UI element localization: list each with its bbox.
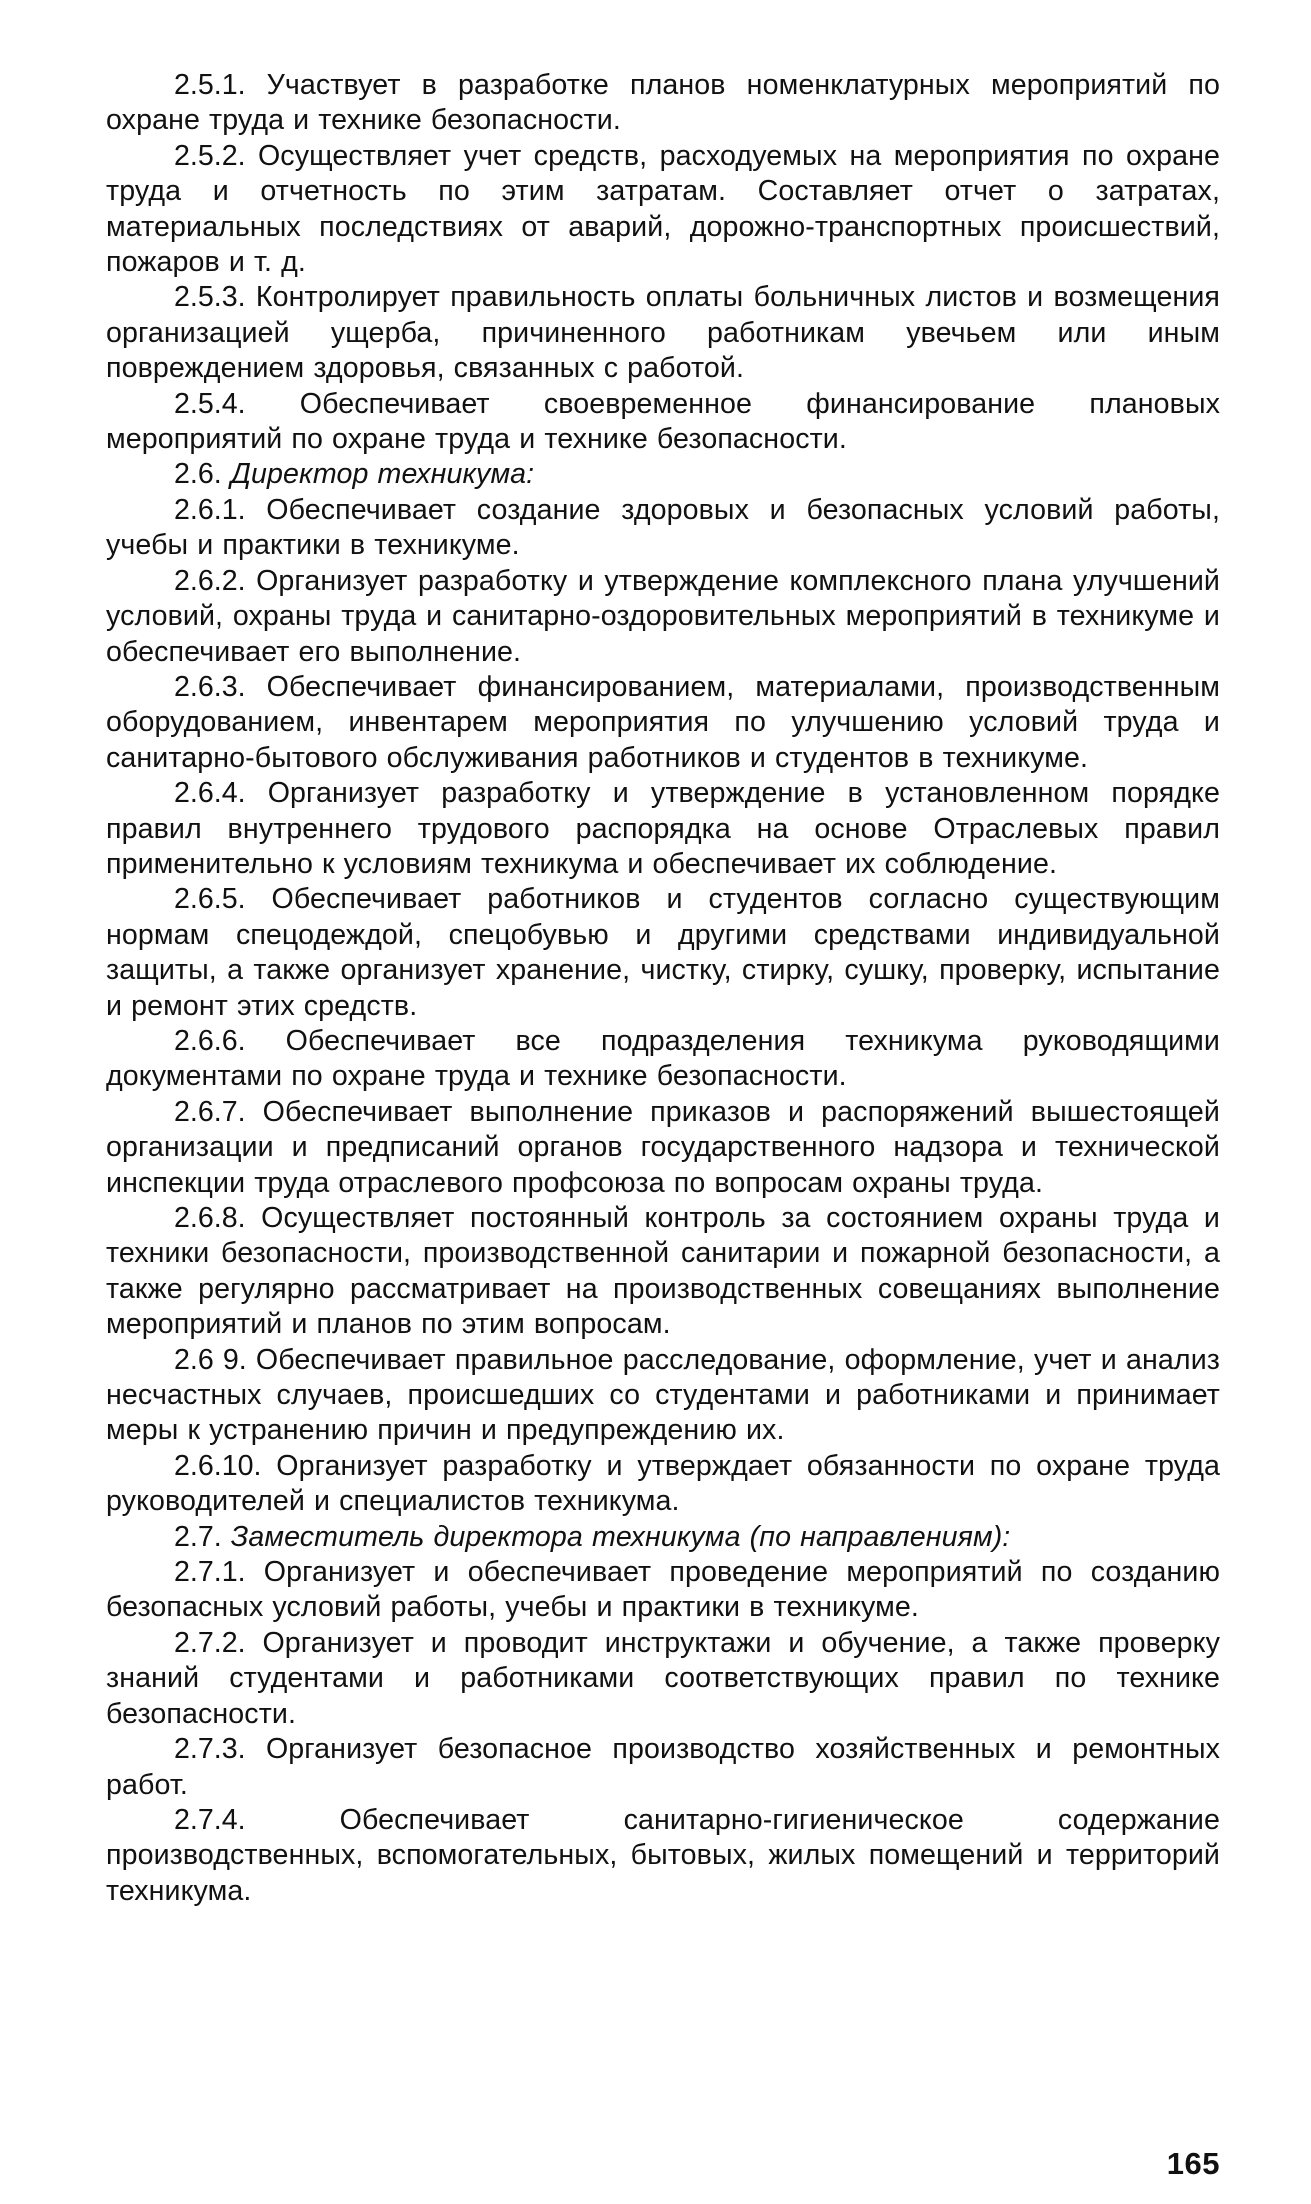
- clause-text: Обеспечивает финансированием, материалами, производственным оборудованием, инвентарем мероприятия по улучшению условий труда и санитарно-бытового обслуживания работников и студентов в техникуме.: [106, 670, 1220, 774]
- clause-text: Осуществляет учет средств, расходуемых на мероприятия по охране труда и отчетность по этим затратам. Составляет отчет о затратах, материальных последствиях от аварий, дорожно-транспортных происшествий, пожаров и т. д.: [106, 139, 1221, 279]
- clause-text: Обеспечивает все подразделения техникума руководящими документами по охране труда и технике безопасности.: [106, 1024, 1220, 1093]
- paragraph: [106, 1343, 1220, 1449]
- clause-number: 2.6.4.: [174, 777, 246, 810]
- paragraph: [106, 564, 1220, 670]
- clause-number: 2.5.2.: [174, 139, 246, 172]
- clause-text: Обеспечивает работников и студентов согласно существующим нормам спецодеждой, спецобувью и другими средствами индивидуальной защиты, а также организует хранение, чистку, стирку, сушку, проверку, испытание и ремонт этих средств.: [106, 883, 1221, 1022]
- clause-text: Обеспечивает правильное расследование, оформление, учет и анализ несчастных случаев, происшедших со студентами и работниками и принимает меры к устранению причин и предупреждению их.: [106, 1343, 1221, 1447]
- section-number: 2.7.: [174, 1520, 222, 1553]
- paragraph: [106, 68, 1220, 139]
- paragraph: [106, 139, 1220, 281]
- page-number: 165: [1166, 2146, 1220, 2181]
- paragraph: [106, 1803, 1220, 1909]
- clause-number: 2.5.4.: [174, 387, 246, 420]
- paragraph: [106, 1095, 1220, 1201]
- clause-text: Контролирует правильность оплаты больничных листов и возмещения организацией ущерба, причиненного работникам увечьем или иным повреждением здоровья, связанных с работой.: [106, 281, 1220, 385]
- paragraph-list: [106, 68, 1220, 1909]
- paragraph: [106, 493, 1220, 564]
- clause-number: 2.7.2.: [174, 1626, 246, 1659]
- clause-number: 2.6.5.: [174, 883, 246, 916]
- paragraph: [106, 1555, 1220, 1626]
- section-number: 2.6.: [174, 458, 222, 491]
- clause-text: Организует разработку и утверждает обязанности по охране труда руководителей и специалистов техникума.: [106, 1449, 1221, 1518]
- clause-number: 2.6.8.: [174, 1202, 246, 1234]
- section-heading: [106, 457, 1220, 492]
- clause-text: Организует безопасное производство хозяйственных и ремонтных работ.: [106, 1733, 1221, 1801]
- paragraph: [106, 1626, 1220, 1732]
- clause-number: 2.7.3.: [174, 1733, 246, 1766]
- clause-number: 2.5.3.: [174, 281, 246, 314]
- clause-text: Обеспечивает создание здоровых и безопасных условий работы, учебы и практики в техникуме.: [106, 493, 1220, 562]
- clause-text: Обеспечивает своевременное финансирование плановых мероприятий по охране труда и технике безопасности.: [106, 387, 1220, 456]
- paragraph: [106, 1024, 1220, 1095]
- clause-text: Обеспечивает выполнение приказов и распоряжений вышестоящей организации и предписаний органов государственного надзора и технической инспекции труда отраслевого профсоюза по вопросам охраны труда.: [106, 1095, 1220, 1199]
- clause-text: Организует и проводит инструктажи и обучение, а также проверку знаний студентами и работниками соответствующих правил по технике безопасности.: [106, 1626, 1220, 1730]
- paragraph: [106, 1201, 1220, 1343]
- section-heading: [106, 1520, 1220, 1555]
- document-page: [106, 68, 1220, 2148]
- paragraph: [106, 1732, 1220, 1803]
- clause-number: 2.6 9.: [174, 1343, 247, 1376]
- clause-number: 2.6.1.: [174, 493, 246, 526]
- paragraph: [106, 1449, 1220, 1520]
- clause-text: Организует разработку и утверждение в установленном порядке правил внутреннего трудового распорядка на основе Отраслевых правил применительно к условиям техникума и обеспечивает их соблюдение.: [106, 777, 1220, 880]
- section-title: Директор техникума:: [230, 458, 535, 491]
- clause-number: 2.5.1.: [174, 69, 246, 101]
- paragraph: [106, 670, 1220, 776]
- paragraph: [106, 280, 1220, 386]
- clause-number: 2.6.3.: [174, 670, 246, 703]
- clause-number: 2.7.4.: [174, 1803, 246, 1836]
- section-title: Заместитель директора техникума (по направлениям):: [230, 1520, 1011, 1553]
- paragraph: [106, 776, 1220, 882]
- clause-text: Организует разработку и утверждение комплексного плана улучшений условий, охраны труда и санитарно-оздоровительных мероприятий в техникуме и обеспечивает его выполнение.: [106, 564, 1221, 668]
- clause-number: 2.6.6.: [174, 1024, 246, 1057]
- clause-number: 2.6.2.: [174, 564, 246, 597]
- clause-number: 2.6.10.: [174, 1449, 262, 1482]
- clause-text: Осуществляет постоянный контроль за состоянием охраны труда и техники безопасности, производственной санитарии и пожарной безопасности, а также регулярно рассматривает на производственных совещаниях выполнение мероприятий и планов по этим вопросам.: [106, 1202, 1220, 1341]
- clause-number: 2.6.7.: [174, 1095, 246, 1128]
- clause-text: Обеспечивает санитарно-гигиеническое содержание производственных, вспомогательных, бытовых, жилых помещений и территорий техникума.: [106, 1803, 1221, 1907]
- clause-text: Участвует в разработке планов номенклатурных мероприятий по охране труда и технике безопасности.: [106, 69, 1221, 137]
- clause-text: Организует и обеспечивает проведение мероприятий по созданию безопасных условий работы, учебы и практики в техникуме.: [106, 1556, 1220, 1624]
- clause-number: 2.7.1.: [174, 1556, 246, 1589]
- paragraph: [106, 882, 1220, 1024]
- paragraph: [106, 387, 1220, 458]
